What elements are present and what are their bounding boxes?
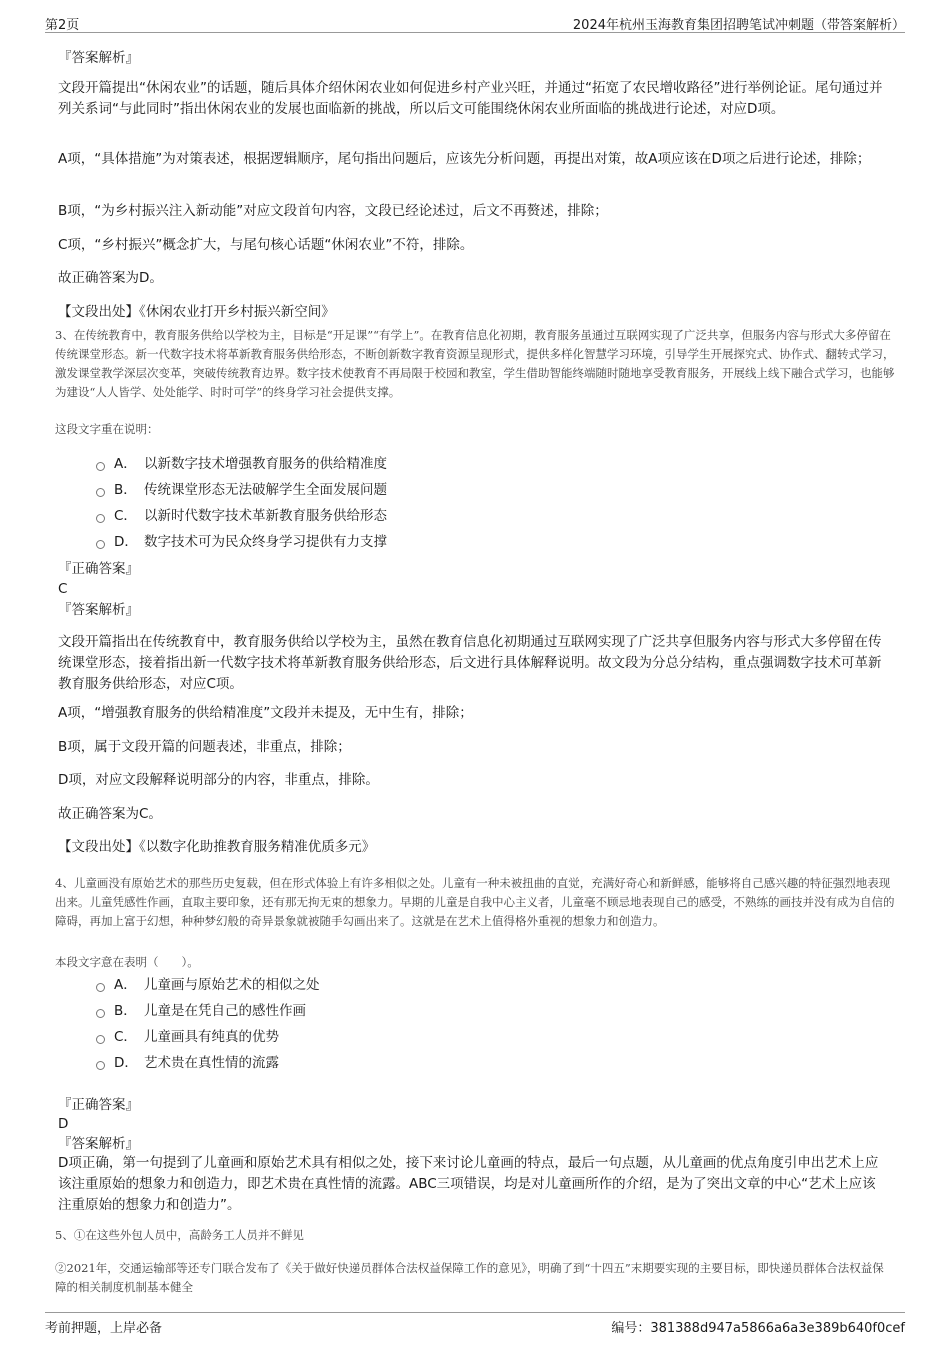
question-5-line-2: ②2021年，交通运输部等还专门联合发布了《关于做好快递员群体合法权益保障工作的意见》，明确了到“十四五”末期要实现的主要目标，即快递员群体合法权益保障的相关制度机制基本健全 xyxy=(55,1261,884,1294)
radio-icon[interactable] xyxy=(96,1061,105,1070)
radio-icon[interactable] xyxy=(96,488,105,497)
question-4-option-d[interactable]: D． 艺术贵在真性情的流露 xyxy=(96,1053,279,1073)
page-footer xyxy=(45,1312,905,1335)
conclusion: 故正确答案为D。 xyxy=(58,270,163,286)
analysis-option-b: B项，“为乡村振兴注入新动能”对应文段首句内容，文段已经论述过，后文不再赘述，排除； xyxy=(58,203,608,219)
question-4-stem: 本段文字意在表明（ ）。 xyxy=(55,955,199,969)
question-3-option-a[interactable]: A． 以新数字技术增强教育服务的供给精准度 xyxy=(96,454,387,474)
question-3-text: 3、在传统教育中，教育服务供给以学校为主，目标是“开足课”“有学上”。在教育信息化初期，教育服务虽通过互联网实现了广泛共享，但服务内容与形式大多停留在传统课堂形态。新一代数字技术将革新教育服务供给形态，不断创新数字教育资源呈现形式，提供多样化智慧学习环境，引导学生开展探究式、协作式、翻转式学习，激发课堂教学深层次变革，突破传统教育边界。数字技术使教育不再局限于校园和教室，学生借助智能终端随时随地享受教育服务，开展线上线下融合式学习，也能够为建设“人人皆学、处处能学、时时可学”的终身学习社会提供支撑。 xyxy=(55,328,895,399)
analysis-option-c: C项，“乡村振兴”概念扩大，与尾句核心话题“休闲农业”不符，排除。 xyxy=(58,237,474,253)
analysis-text: 文段开篇指出在传统教育中，教育服务供给以学校为主，虽然在教育信息化初期通过互联网实现了广泛共享但服务内容与形式大多停留在传统课堂形态，接着指出新一代数字技术将革新教育服务供给形态，后文进行具体解释说明。故文段为分总分结构，重点强调数字技术可革新教育服务供给形态，对应C项。 xyxy=(58,634,882,692)
page-number: 第2页 xyxy=(45,18,80,33)
analysis-option-b: B项，属于文段开篇的问题表述，非重点，排除； xyxy=(58,739,351,755)
page-header xyxy=(45,12,905,33)
analysis-label: 『答案解析』 xyxy=(58,1136,139,1152)
answer-value: C xyxy=(58,581,68,597)
answer-label: 『正确答案』 xyxy=(58,561,139,577)
radio-icon[interactable] xyxy=(96,540,105,549)
radio-icon[interactable] xyxy=(96,514,105,523)
question-4-text: 4、儿童画没有原始艺术的那些历史复载，但在形式体验上有许多相似之处。儿童有一种未被扭曲的直觉，充满好奇心和新鲜感，能够将自己感兴趣的特征强烈地表现出来。儿童凭感性作画，直取主要印象，还有那无拘无束的想象力。早期的儿童是自我中心主义者，儿童毫不顾忌地表现自己的感受，不熟练的画技并没有成为自信的障碍，再加上富于幻想，种种梦幻般的奇异景象就被随手勾画出来了。这就是在艺术上值得格外重视的想象力和创造力。 xyxy=(55,876,895,928)
radio-icon[interactable] xyxy=(96,1009,105,1018)
question-4-option-b[interactable]: B． 儿童是在凭自己的感性作画 xyxy=(96,1001,306,1021)
analysis-label: 『答案解析』 xyxy=(58,50,139,66)
question-4-option-a[interactable]: A． 儿童画与原始艺术的相似之处 xyxy=(96,975,320,995)
analysis-option-a: A项，“增强教育服务的供给精准度”文段并未提及，无中生有，排除； xyxy=(58,705,473,721)
question-3-option-b[interactable]: B． 传统课堂形态无法破解学生全面发展问题 xyxy=(96,480,387,500)
source: 【文段出处】《休闲农业打开乡村振兴新空间》 xyxy=(58,304,335,320)
analysis-option-d: D项，对应文段解释说明部分的内容，非重点，排除。 xyxy=(58,772,379,788)
analysis-text: D项正确，第一句提到了儿童画和原始艺术具有相似之处，接下来讨论儿童画的特点，最后一句点题，从儿童画的优点角度引申出艺术上应该注重原始的想象力和创造力，即艺术贵在真性情的流露。ABC三项错误，均是对儿童画所作的介绍，是为了突出文章的中心“艺术上应该注重原始的想象力和创造力”。 xyxy=(58,1155,879,1213)
conclusion: 故正确答案为C。 xyxy=(58,806,162,822)
question-3-option-c[interactable]: C． 以新时代数字技术革新教育服务供给形态 xyxy=(96,506,387,526)
document-code: 编号：381388d947a5866a6a3e389b640f0cef xyxy=(611,1321,905,1336)
analysis-text: 文段开篇提出“休闲农业”的话题，随后具体介绍休闲农业如何促进乡村产业兴旺，并通过“拓宽了农民增收路径”进行举例论证。尾句通过并列关系词“与此同时”指出休闲农业的发展也面临新的挑战，所以后文可能围绕休闲农业所面临的挑战进行论述，对应D项。 xyxy=(58,80,883,117)
radio-icon[interactable] xyxy=(96,1035,105,1044)
document-title: 2024年杭州玉海教育集团招聘笔试冲刺题（带答案解析） xyxy=(572,18,905,33)
question-3-stem: 这段文字重在说明： xyxy=(55,422,159,436)
analysis-option-a: A项，“具体措施”为对策表述，根据逻辑顺序，尾句指出问题后，应该先分析问题，再提出对策，故A项应该在D项之后进行论述，排除； xyxy=(58,151,871,167)
radio-icon[interactable] xyxy=(96,983,105,992)
answer-value: D xyxy=(58,1116,69,1132)
source: 【文段出处】《以数字化助推教育服务精准优质多元》 xyxy=(58,839,376,855)
question-3-option-d[interactable]: D． 数字技术可为民众终身学习提供有力支撑 xyxy=(96,532,387,552)
footer-slogan: 考前押题，上岸必备 xyxy=(45,1321,163,1336)
analysis-label: 『答案解析』 xyxy=(58,602,139,618)
question-4-option-c[interactable]: C． 儿童画具有纯真的优势 xyxy=(96,1027,279,1047)
radio-icon[interactable] xyxy=(96,462,105,471)
answer-label: 『正确答案』 xyxy=(58,1097,139,1113)
question-5-line-1: 5、①在这些外包人员中，高龄务工人员并不鲜见 xyxy=(55,1228,304,1242)
